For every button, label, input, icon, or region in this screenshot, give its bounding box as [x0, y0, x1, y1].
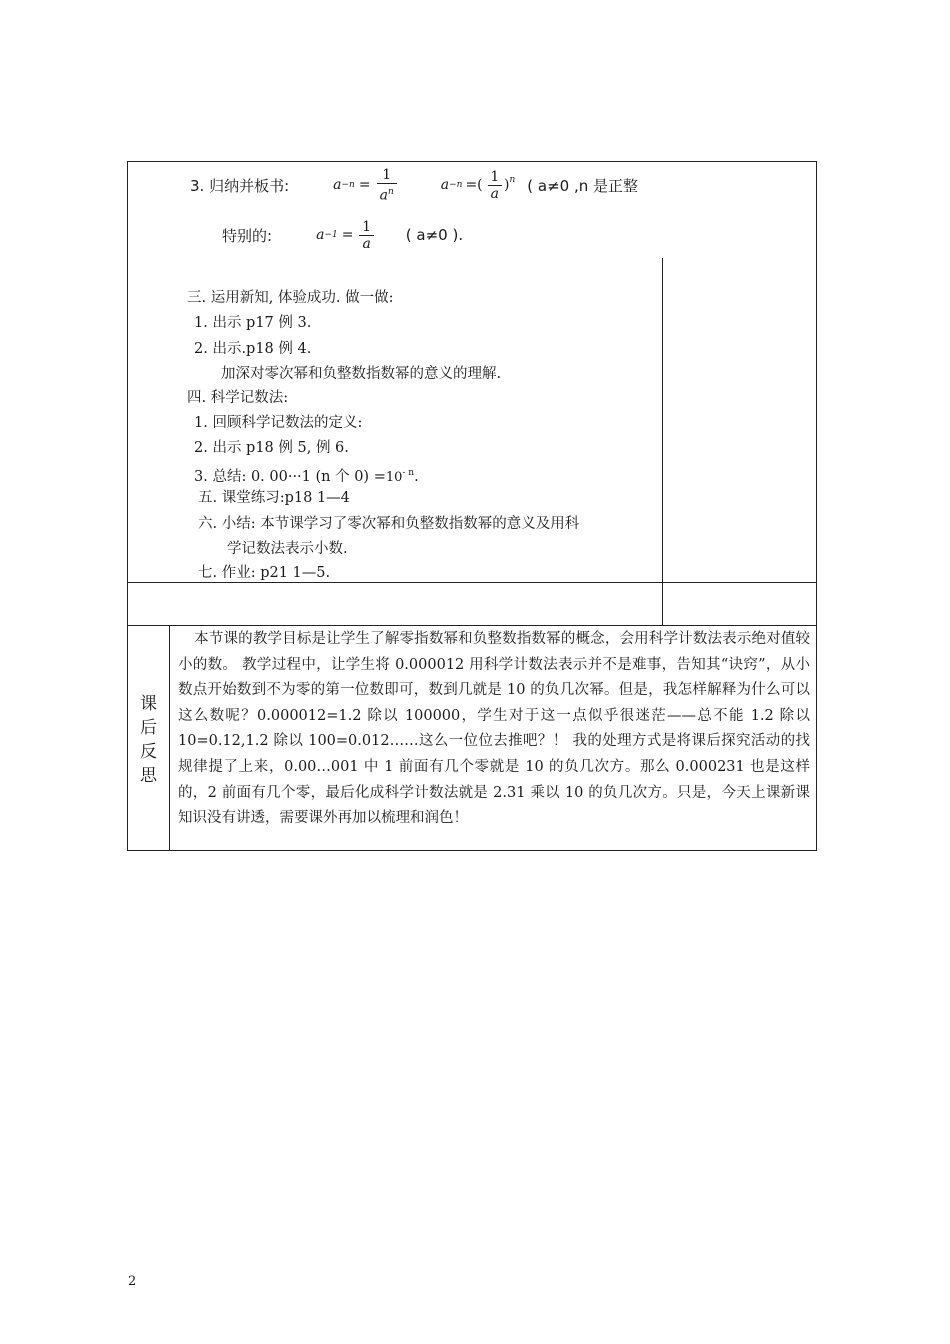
formula-row-2 — [222, 212, 463, 258]
section4-heading: 四. 科学记数法: — [187, 390, 289, 406]
table-bottom-border — [127, 850, 817, 851]
s3-item1: 1. 出示 p17 例 3. — [194, 315, 312, 331]
section7-homework: 七. 作业: p21 1—5. — [198, 565, 331, 581]
formula-a-minus-one: a −1 = $\frac{1}{a}$ — [316, 219, 376, 252]
formula-negative-exponent: a −n = $\frac{1}{a^n}$ — [333, 167, 399, 204]
formula-row-1 — [190, 162, 638, 208]
s3-note: 加深对零次幂和负整数指数幂的意义的理解. — [221, 366, 502, 382]
section5-practice: 五. 课堂练习:p18 1—4 — [198, 490, 350, 506]
table-right-border — [816, 161, 817, 851]
condition-text: ( a≠0 ,n 是正整 — [527, 176, 639, 195]
section3-heading: 三. 运用新知, 体验成功. 做一做: — [187, 290, 394, 306]
reflection-label-divider — [169, 625, 170, 851]
fraction-1-over-a-n: $\frac{1}{a^n}$ — [377, 167, 397, 204]
reflection-label-char: 思 — [140, 766, 157, 786]
step3-label: 3. 归纳并板书: — [190, 176, 290, 195]
s4-item2: 2. 出示 p18 例 5, 例 6. — [194, 440, 349, 456]
page-number: 2 — [128, 1274, 137, 1289]
reflection-label-char: 后 — [140, 718, 157, 738]
reflection-label — [128, 630, 169, 850]
section6-summary-line2: 学记数法表示小数. — [227, 541, 348, 557]
reflection-label-char: 反 — [140, 742, 157, 762]
fraction-1-over-a: $\frac{1}{a}$ — [488, 169, 502, 202]
condition2-text: ( a≠0 ). — [405, 226, 464, 244]
s4-item3: 3. 总结: 0. 00···1 (n 个 $0) =10^{- n}$. — [194, 468, 419, 485]
row-divider-2 — [127, 625, 817, 626]
formula-reciprocal-power: a −n =( $\frac{1}{a}$ ) $^n$ — [440, 168, 516, 202]
inner-vertical-divider — [662, 258, 663, 625]
s3-item2: 2. 出示.p18 例 4. — [194, 341, 312, 357]
section6-summary-line1: 六. 小结: 本节课学习了零次幂和负整数指数幂的意义及用科 — [198, 516, 580, 532]
reflection-text: 本节课的教学目标是让学生了解零指数幂和负整数指数幂的概念，会用科学计数法表示绝对值较小的数。 教学过程中，让学生将 0.000012 用科学计数法表示并不是难事，告知其“诀窍”，从小数点开始数到不为零的第一位数即可，数到几就是 10 的负几次幂。但是，我怎样解释为什么可以这么数呢？0.000012=1.2 除以 100000，学生对于这一点似乎很迷茫——总不能 1.2 除以 10=0.12,1.2 除以 100=0.012……这么一位位去推吧？！ 我的处理方式是将课后探究活动的找规律提了上来，0.00…001 中 1 前面有几个零就是 10 的负几次方。那么 0.000231 也是这样的，2 前面有几个零，最后化成科学计数法就是 2.31 乘以 10 的负几次方。只是，今天上课新课知识没有讲透，需要课外再加以梳理和润色！ — [178, 631, 810, 827]
row-divider-1 — [127, 582, 817, 583]
special-label: 特别的: — [222, 226, 273, 245]
fraction-1-over-a-special: $\frac{1}{a}$ — [359, 219, 373, 252]
reflection-label-char: 课 — [140, 694, 157, 714]
s4-item1: 1. 回顾科学记数法的定义: — [194, 415, 363, 431]
